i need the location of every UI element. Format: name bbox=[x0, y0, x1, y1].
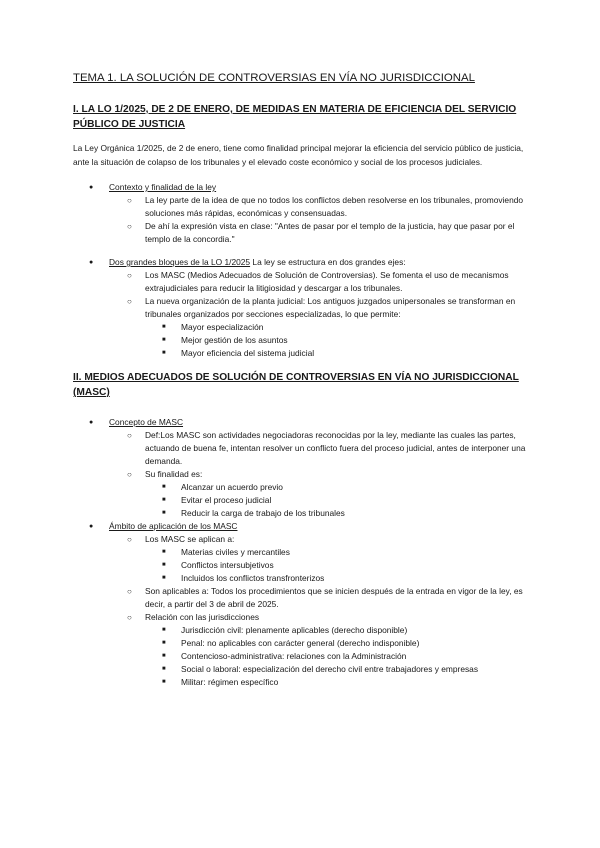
list-item-bloques bbox=[73, 256, 533, 360]
list-item: ■ Conflictos intersubjetivos bbox=[145, 559, 533, 572]
list-item: ■ Social o laboral: especialización del derecho civil entre trabajadores y empresas bbox=[145, 663, 533, 676]
document-title: TEMA 1. LA SOLUCIÓN DE CONTROVERSIAS EN VÍA NO JURISDICCIONAL bbox=[73, 72, 475, 84]
list-item-contexto bbox=[73, 181, 533, 246]
list-item: ■ Contencioso-administrativa: relaciones con la Administración bbox=[145, 650, 533, 663]
ambito-label: Ámbito de aplicación de los MASC bbox=[109, 521, 238, 531]
aplican-label: Los MASC se aplican a: bbox=[145, 534, 235, 544]
list-item: ■ Mayor especialización bbox=[145, 321, 533, 334]
bloques-label: Dos grandes bloques de la LO 1/2025 bbox=[109, 257, 251, 267]
document-page bbox=[73, 70, 533, 689]
list-item-concepto bbox=[73, 416, 533, 520]
list-item-finalidad bbox=[109, 468, 533, 520]
contexto-label: Contexto y finalidad de la ley bbox=[109, 182, 217, 192]
list-item: ■ Penal: no aplicables con carácter general (derecho indisponible) bbox=[145, 637, 533, 650]
section-2-list bbox=[73, 416, 533, 689]
list-item-masc: ○ Los MASC (Medios Adecuados de Solución de Controversias). Se fomenta el uso de mecanismos extrajudiciales para reducir la litigiosidad y descargar a los tribunales. bbox=[109, 269, 533, 295]
list-item: ■ Reducir la carga de trabajo de los tribunales bbox=[145, 507, 533, 520]
section-1-heading: I. LA LO 1/2025, DE 2 DE ENERO, DE MEDIDAS EN MATERIA DE EFICIENCIA DEL SERVICIO PÚBLICO DE JUSTICIA bbox=[73, 104, 517, 130]
section-1-list bbox=[73, 181, 533, 360]
section-1-intro: La Ley Orgánica 1/2025, de 2 de enero, tiene como finalidad principal mejorar la eficiencia del servicio público de justicia, ante la situación de colapso de los tribunales y el elevado coste económico y social de los procesos judiciales. bbox=[73, 143, 524, 167]
relacion-label: Relación con las jurisdicciones bbox=[145, 612, 260, 622]
section-2-heading: II. MEDIOS ADECUADOS DE SOLUCIÓN DE CONTROVERSIAS EN VÍA NO JURISDICCIONAL (MASC) bbox=[73, 372, 519, 398]
list-item: ■ Militar: régimen específico bbox=[145, 676, 533, 689]
list-item: ■ Jurisdicción civil: plenamente aplicables (derecho disponible) bbox=[145, 624, 533, 637]
list-item: ■ Alcanzar un acuerdo previo bbox=[145, 481, 533, 494]
finalidad-label: Su finalidad es: bbox=[145, 469, 203, 479]
list-item: ■ Incluidos los conflictos transfronterizos bbox=[145, 572, 533, 585]
list-item: ■ Evitar el proceso judicial bbox=[145, 494, 533, 507]
list-item-organizacion bbox=[109, 295, 533, 360]
list-item: ○ La ley parte de la idea de que no todos los conflictos deben resolverse en los tribunales, promoviendo soluciones más rápidas, económicas y consensuadas. bbox=[109, 194, 533, 220]
list-item-ambito bbox=[73, 520, 533, 689]
list-item: ■ Materias civiles y mercantiles bbox=[145, 546, 533, 559]
concepto-label: Concepto de MASC bbox=[109, 417, 184, 427]
list-item-relacion bbox=[109, 611, 533, 689]
list-item-aplican bbox=[109, 533, 533, 585]
list-item: ■ Mejor gestión de los asuntos bbox=[145, 334, 533, 347]
list-item-aplicables: ○ Son aplicables a: Todos los procedimientos que se inicien después de la entrada en vigor de la ley, es decir, a partir del 3 de abril de 2025. bbox=[109, 585, 533, 611]
list-item: ○ De ahí la expresión vista en clase: "Antes de pasar por el templo de la justicia, hay que pasar por el templo de la concordia." bbox=[109, 220, 533, 246]
bloques-suffix: La ley se estructura en dos grandes ejes: bbox=[250, 257, 406, 267]
organizacion-text: La nueva organización de la planta judicial: Los antiguos juzgados unipersonales se transforman en tribunales organizados por secciones especializadas, lo que permite: bbox=[145, 296, 516, 319]
list-item-def: ○ Def:Los MASC son actividades negociadoras reconocidas por la ley, mediante las cuales las partes, actuando de buena fe, intentan resolver un conflicto fuera del proceso judicial, antes de interponer una demanda. bbox=[109, 429, 533, 468]
list-item: ■ Mayor eficiencia del sistema judicial bbox=[145, 347, 533, 360]
